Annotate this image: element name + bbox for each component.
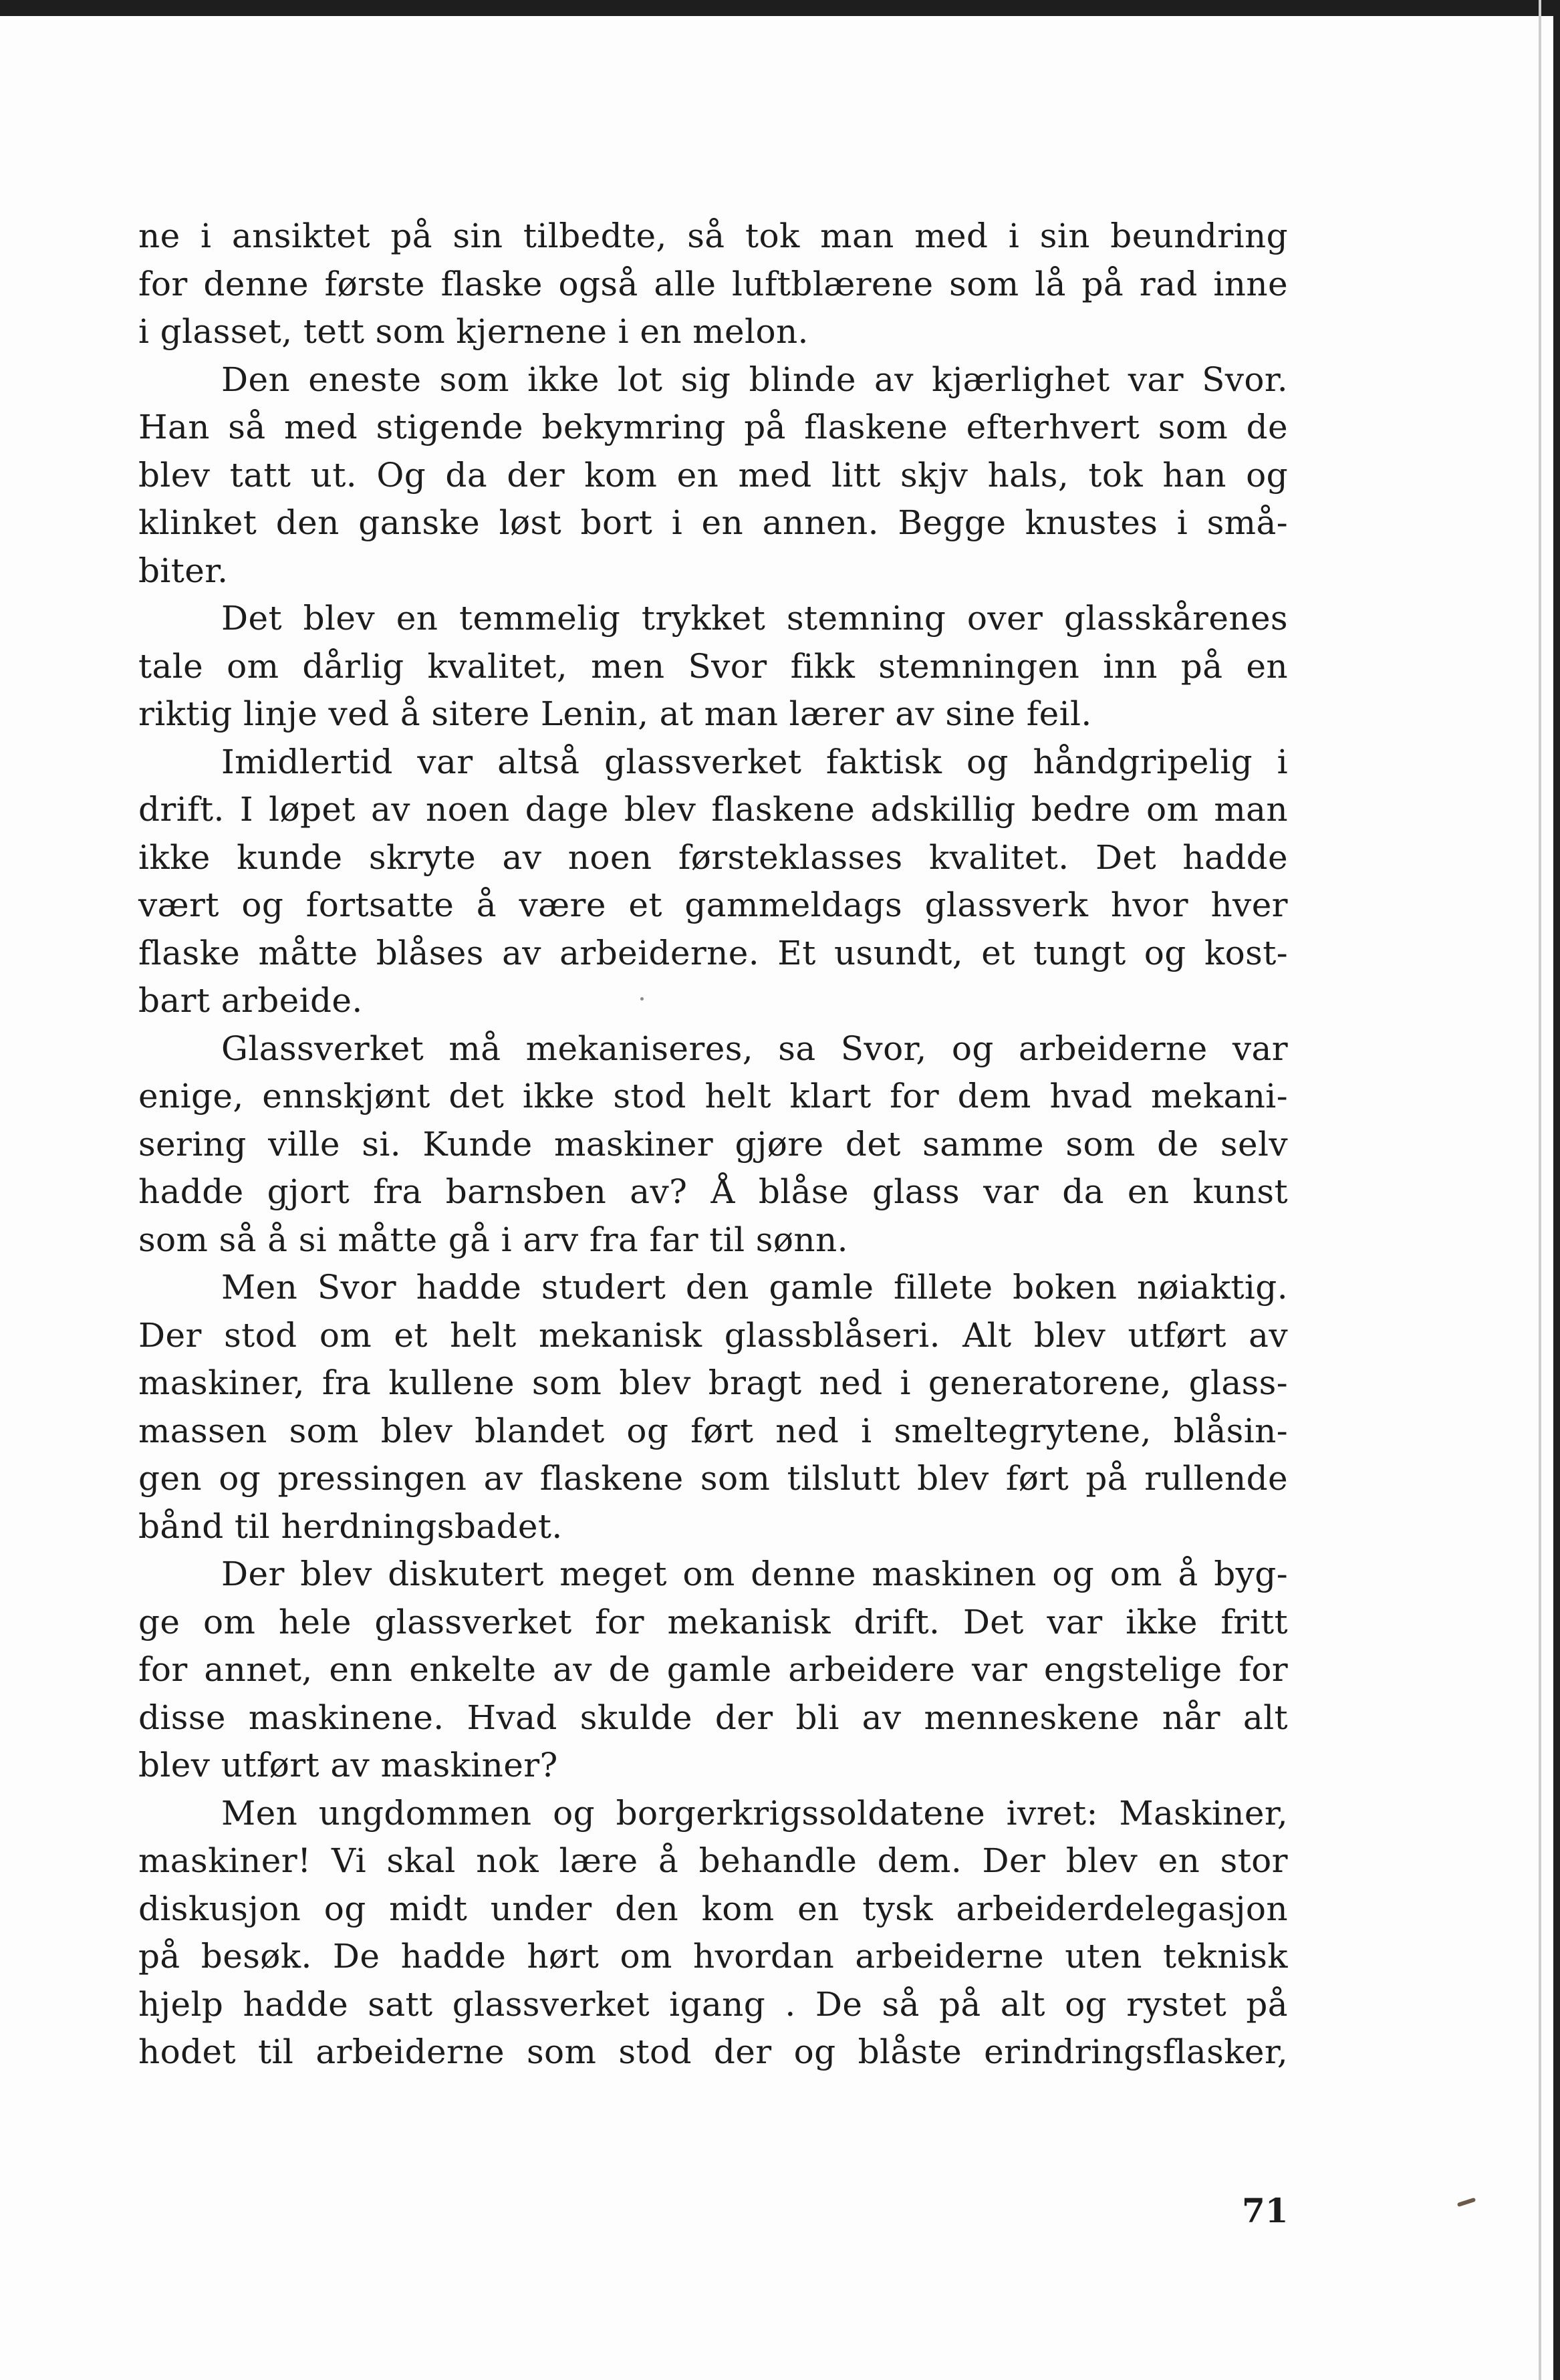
text-line: Glassverket må mekaniseres, sa Svor, og arbeiderne var <box>221 1029 1288 1068</box>
text-line: massen som blev blandet og ført ned i smeltegrytene, blåsin- <box>138 1411 1288 1450</box>
text-line: Der blev diskutert meget om denne maskinen og om å byg- <box>221 1555 1288 1593</box>
text-line: Der stod om et helt mekanisk glassblåseri. Alt blev utført av <box>138 1315 1288 1355</box>
text-line: i glasset, tett som kjernene i en melon. <box>138 312 809 351</box>
text-line: ge om hele glassverket for mekanisk drift. Det var ikke fritt <box>138 1602 1288 1641</box>
ink-speck <box>640 997 644 1001</box>
text-line: bånd til herdningsbadet. <box>138 1506 563 1546</box>
text-line: Det blev en temmelig trykket stemning over glasskårenes <box>221 599 1288 638</box>
text-line: maskiner, fra kullene som blev bragt ned i generatorene, glass- <box>138 1363 1288 1402</box>
text-line: gen og pressingen av flaskene som tilslutt blev ført på rullende <box>138 1459 1288 1498</box>
text-line: Men Svor hadde studert den gamle fillete boken nøiaktig. <box>221 1268 1288 1307</box>
text-line: bart arbeide. <box>138 981 363 1020</box>
text-line: hjelp hadde satt glassverket igang . De så på alt og rystet på <box>138 1984 1288 2024</box>
text-line: riktig linje ved å sitere Lenin, at man lærer av sine feil. <box>138 694 1092 733</box>
text-line: drift. I løpet av noen dage blev flaskene adskillig bedre om man <box>138 790 1288 829</box>
page-number: 71 <box>1242 2191 1289 2230</box>
text-line: tale om dårlig kvalitet, men Svor fikk stemningen inn på en <box>138 646 1288 686</box>
text-line: hodet til arbeiderne som stod der og blåste erindringsflasker, <box>138 2032 1288 2071</box>
text-line: enige, ennskjønt det ikke stod helt klart for dem hvad mekani- <box>138 1077 1288 1115</box>
text-line: ikke kunde skryte av noen førsteklasses kvalitet. Det hadde <box>138 837 1288 877</box>
text-line: Men ungdommen og borgerkrigssoldatene ivret: Maskiner, <box>221 1793 1288 1833</box>
text-line: for denne første flaske også alle luftblærene som lå på rad inne <box>138 264 1288 303</box>
text-line: klinket den ganske løst bort i en annen. Begge knustes i små- <box>138 503 1288 542</box>
text-line: vært og fortsatte å være et gammeldags glassverk hvor hver <box>138 886 1288 924</box>
text-line: på besøk. De hadde hørt om hvordan arbeiderne uten teknisk <box>138 1937 1288 1976</box>
text-line: Imidlertid var altså glassverket faktisk og håndgripelig i <box>221 742 1288 781</box>
text-line: for annet, enn enkelte av de gamle arbeidere var engstelige for <box>138 1650 1288 1689</box>
text-line: Han så med stigende bekymring på flaskene efterhvert som de <box>138 408 1288 446</box>
text-line: maskiner! Vi skal nok lære å behandle dem. Der blev en stor <box>138 1841 1288 1880</box>
text-line: blev utført av maskiner? <box>138 1746 558 1784</box>
text-line: biter. <box>138 551 229 590</box>
scan-edge <box>1539 0 1541 2380</box>
text-line: ne i ansiktet på sin tilbedte, så tok man med i sin beundring <box>138 217 1288 255</box>
text-line: som så å si måtte gå i arv fra far til sønn. <box>138 1220 848 1259</box>
text-line: disse maskinene. Hvad skulde der bli av menneskene når alt <box>138 1698 1288 1737</box>
text-line: Den eneste som ikke lot sig blinde av kjærlighet var Svor. <box>221 360 1288 399</box>
text-line: diskusjon og midt under den kom en tysk arbeiderdelegasjon <box>138 1889 1288 1928</box>
text-line: sering ville si. Kunde maskiner gjøre det samme som de selv <box>138 1124 1288 1164</box>
text-line: hadde gjort fra barnsben av? Å blåse glass var da en kunst <box>138 1172 1288 1211</box>
body-text <box>138 213 1288 2077</box>
text-line: flaske måtte blåses av arbeiderne. Et usundt, et tungt og kost- <box>138 933 1288 972</box>
text-line: blev tatt ut. Og da der kom en med litt skjv hals, tok han og <box>138 455 1288 495</box>
